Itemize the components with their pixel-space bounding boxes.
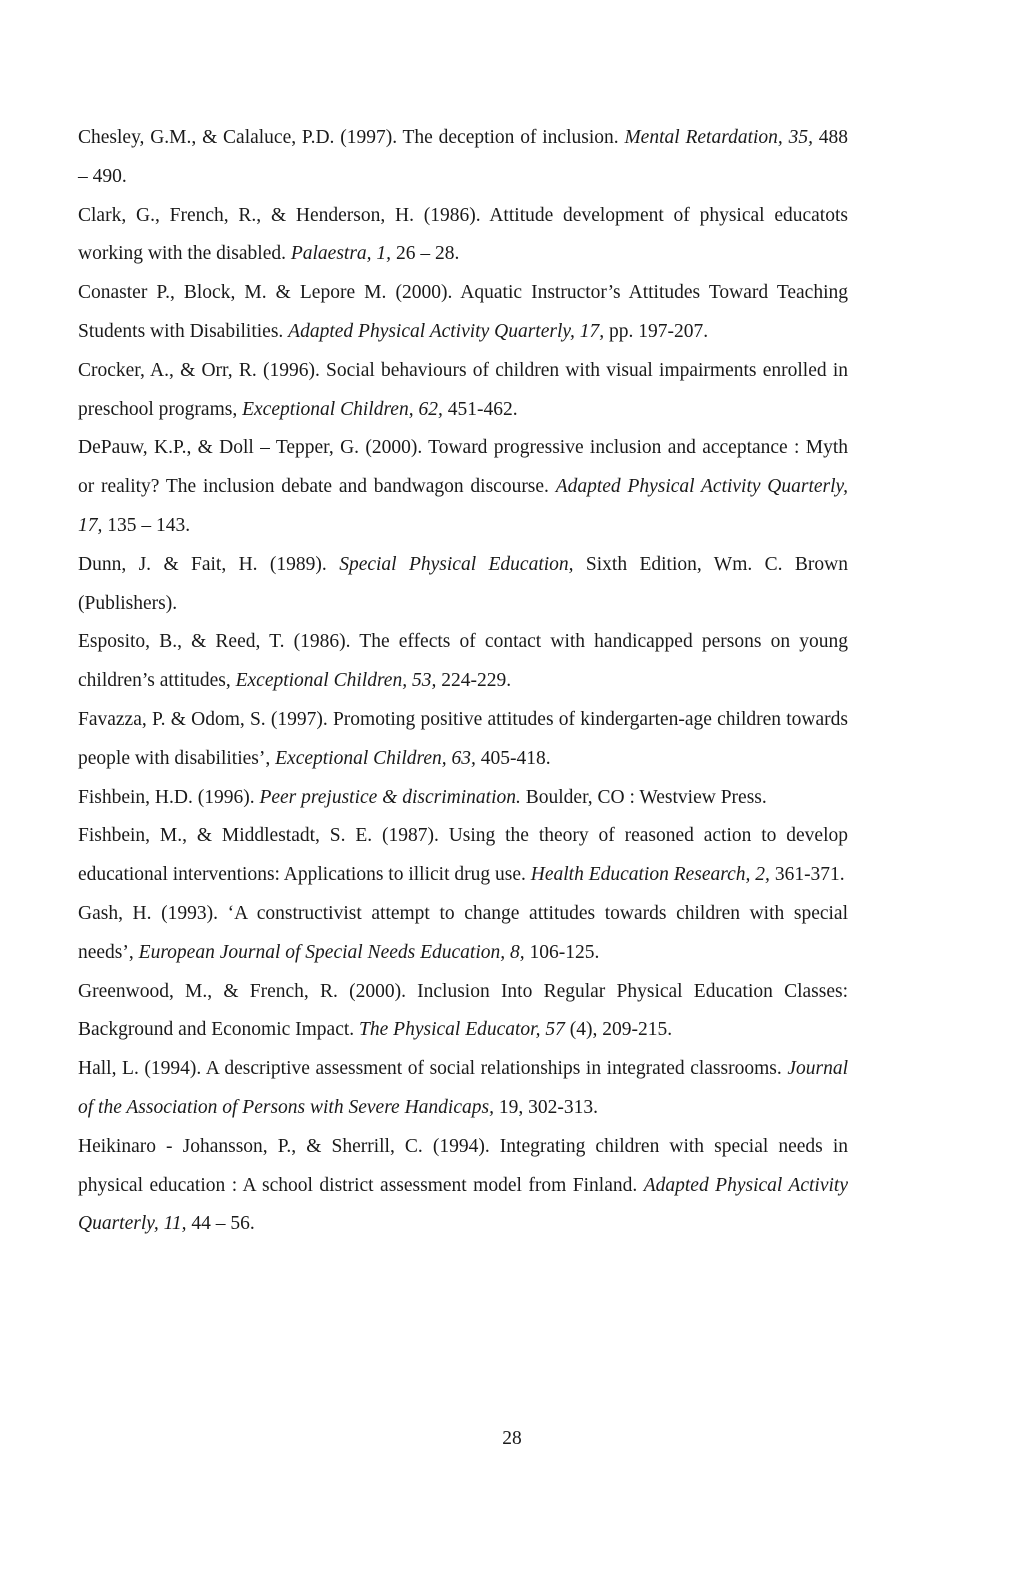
- reference-entry: Favazza, P. & Odom, S. (1997). Promoting positive attitudes of kindergarten-age children towards people with disabilities’, Exceptional Children, 63, 405-418.: [78, 708, 848, 769]
- reference-entry: Esposito, B., & Reed, T. (1986). The effects of contact with handicapped persons on young children’s attitudes, Exceptional Children, 53, 224-229.: [78, 631, 848, 692]
- reference-entry: Conaster P., Block, M. & Lepore M. (2000). Aquatic Instructor’s Attitudes Toward Teaching Students with Disabilities. Adapted Physical Activity Quarterly, 17, pp. 197-207.: [78, 282, 848, 342]
- reference-entry: Chesley, G.M., & Calaluce, P.D. (1997). The deception of inclusion. Mental Retardation, 35, 488 – 490.: [78, 127, 848, 187]
- reference-entry: Dunn, J. & Fait, H. (1989). Special Physical Education, Sixth Edition, Wm. C. Brown (Publishers).: [78, 553, 848, 614]
- reference-entry: Crocker, A., & Orr, R. (1996). Social behaviours of children with visual impairments enrolled in preschool programs, Exceptional Children, 62, 451-462.: [78, 359, 848, 420]
- reference-entry: Gash, H. (1993). ‘A constructivist attempt to change attitudes towards children with special needs’, European Journal of Special Needs Education, 8, 106-125.: [78, 902, 848, 963]
- reference-entry: Greenwood, M., & French, R. (2000). Inclusion Into Regular Physical Education Classes: Background and Economic Impact. The Physical Educator, 57 (4), 209-215.: [78, 980, 848, 1041]
- reference-entry: DePauw, K.P., & Doll – Tepper, G. (2000). Toward progressive inclusion and acceptance : Myth or reality? The inclusion debate and bandwagon discourse. Adapted Physical Activity Quarterly, 17, 135 – 143.: [78, 437, 849, 536]
- reference-entry: Heikinaro - Johansson, P., & Sherrill, C. (1994). Integrating children with special needs in physical education : A school district assessment model from Finland. Adapted Physical Activity Quarterly, 11, 44 – 56.: [78, 1135, 848, 1235]
- reference-entry: Fishbein, M., & Middlestadt, S. E. (1987). Using the theory of reasoned action to develop educational interventions: Applications to illicit drug use. Health Education Research, 2, 361-371.: [78, 825, 848, 886]
- reference-entry: Fishbein, H.D. (1996). Peer prejustice & discrimination. Boulder, CO : Westview Press.: [78, 786, 767, 808]
- page-number: 28: [502, 1428, 522, 1449]
- reference-entry: Clark, G., French, R., & Henderson, H. (1986). Attitude development of physical educatots working with the disabled. Palaestra, 1, 26 – 28.: [78, 204, 848, 265]
- reference-entry: Hall, L. (1994). A descriptive assessment of social relationships in integrated classrooms. Journal of the Association of Persons with Severe Handicaps, 19, 302-313.: [78, 1058, 848, 1118]
- reference-list: [78, 119, 848, 1244]
